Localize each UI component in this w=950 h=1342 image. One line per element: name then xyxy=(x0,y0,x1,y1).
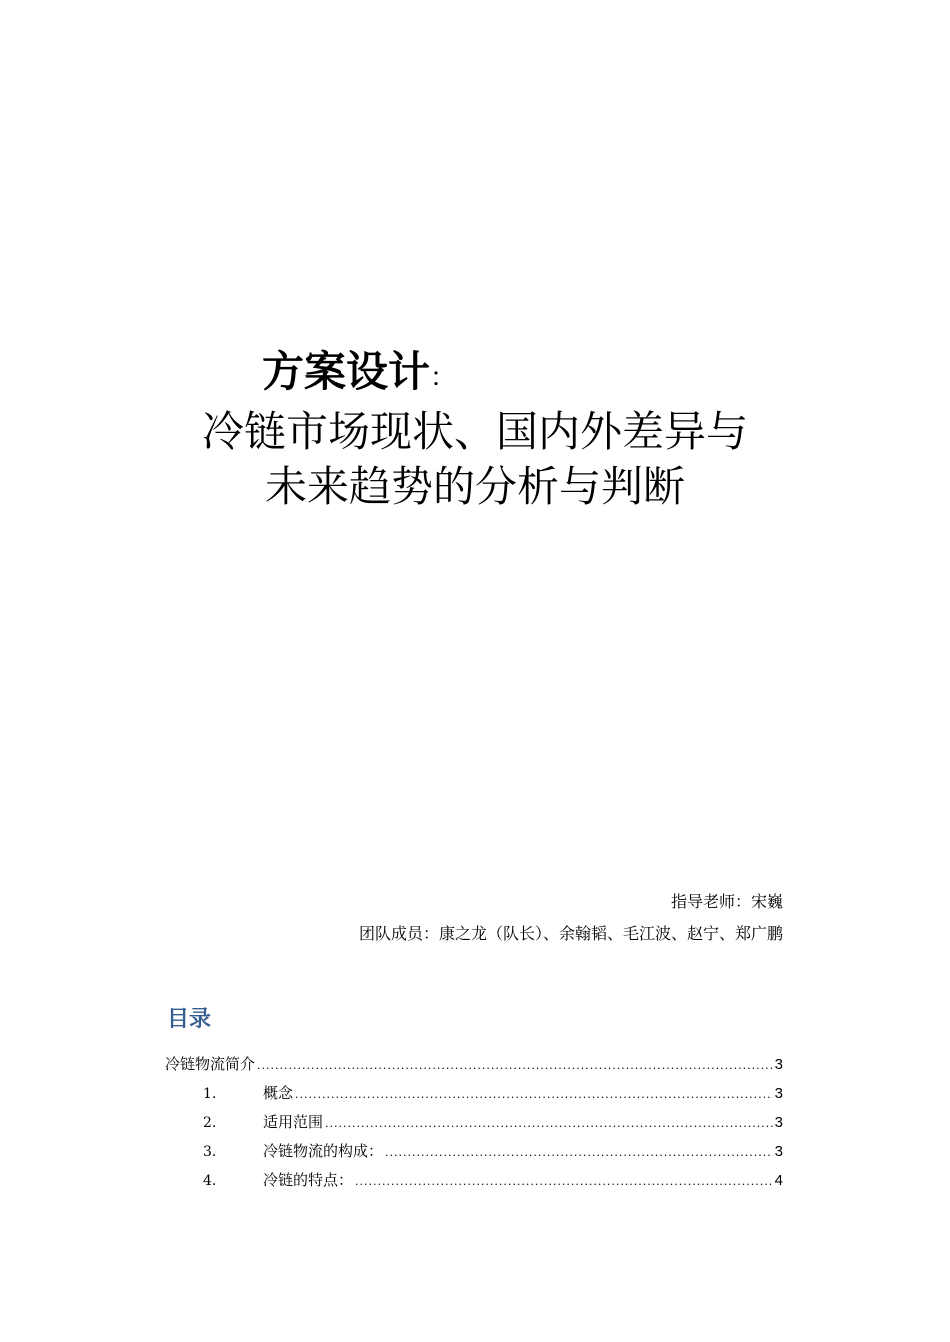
title-subtitle: 冷链市场现状、国内外差异与未来趋势的分析与判断 xyxy=(201,407,748,511)
toc-leader-dots xyxy=(257,1051,773,1080)
toc-heading: 目录 xyxy=(167,1007,212,1032)
toc-entry[interactable] xyxy=(165,1108,783,1137)
toc-entry-page: 3 xyxy=(774,1056,783,1073)
toc-entry-number: 1. xyxy=(203,1086,217,1102)
toc-entry-page: 3 xyxy=(774,1085,783,1102)
team-line: 团队成员：康之龙（队长）、余翰韬、毛江波、赵宁、郑广鹏 xyxy=(358,924,783,943)
toc-entry[interactable] xyxy=(165,1137,783,1166)
toc-entry-label: 冷链物流的构成： xyxy=(263,1142,384,1160)
toc-entry-label: 适用范围 xyxy=(263,1113,324,1131)
toc-entry-page: 3 xyxy=(774,1114,783,1131)
toc-leader-dots xyxy=(295,1080,773,1109)
toc-entry-number: 2. xyxy=(203,1115,217,1131)
title-heading xyxy=(262,342,456,408)
toc-entry-page: 4 xyxy=(774,1172,783,1189)
toc-entry-page: 3 xyxy=(774,1143,783,1160)
credits xyxy=(359,886,783,950)
toc-entry-label: 概念 xyxy=(263,1084,294,1102)
toc-entry[interactable] xyxy=(165,1166,783,1195)
title-bold-text: 方案设计 xyxy=(262,347,431,396)
toc-leader-dots xyxy=(325,1109,773,1138)
title-colon: ： xyxy=(430,363,457,393)
toc-entry[interactable] xyxy=(165,1050,783,1079)
toc-entry-number: 3. xyxy=(203,1144,217,1160)
toc-entry-number: 4. xyxy=(203,1173,217,1189)
toc-leader-dots xyxy=(385,1138,773,1167)
toc-leader-dots xyxy=(355,1167,773,1196)
table-of-contents xyxy=(165,1050,783,1195)
toc-entry[interactable] xyxy=(165,1079,783,1108)
toc-entry-label: 冷链的特点： xyxy=(263,1171,354,1189)
toc-entry-label: 冷链物流简介 xyxy=(165,1055,256,1073)
advisor-line: 指导老师：宋巍 xyxy=(670,892,783,911)
